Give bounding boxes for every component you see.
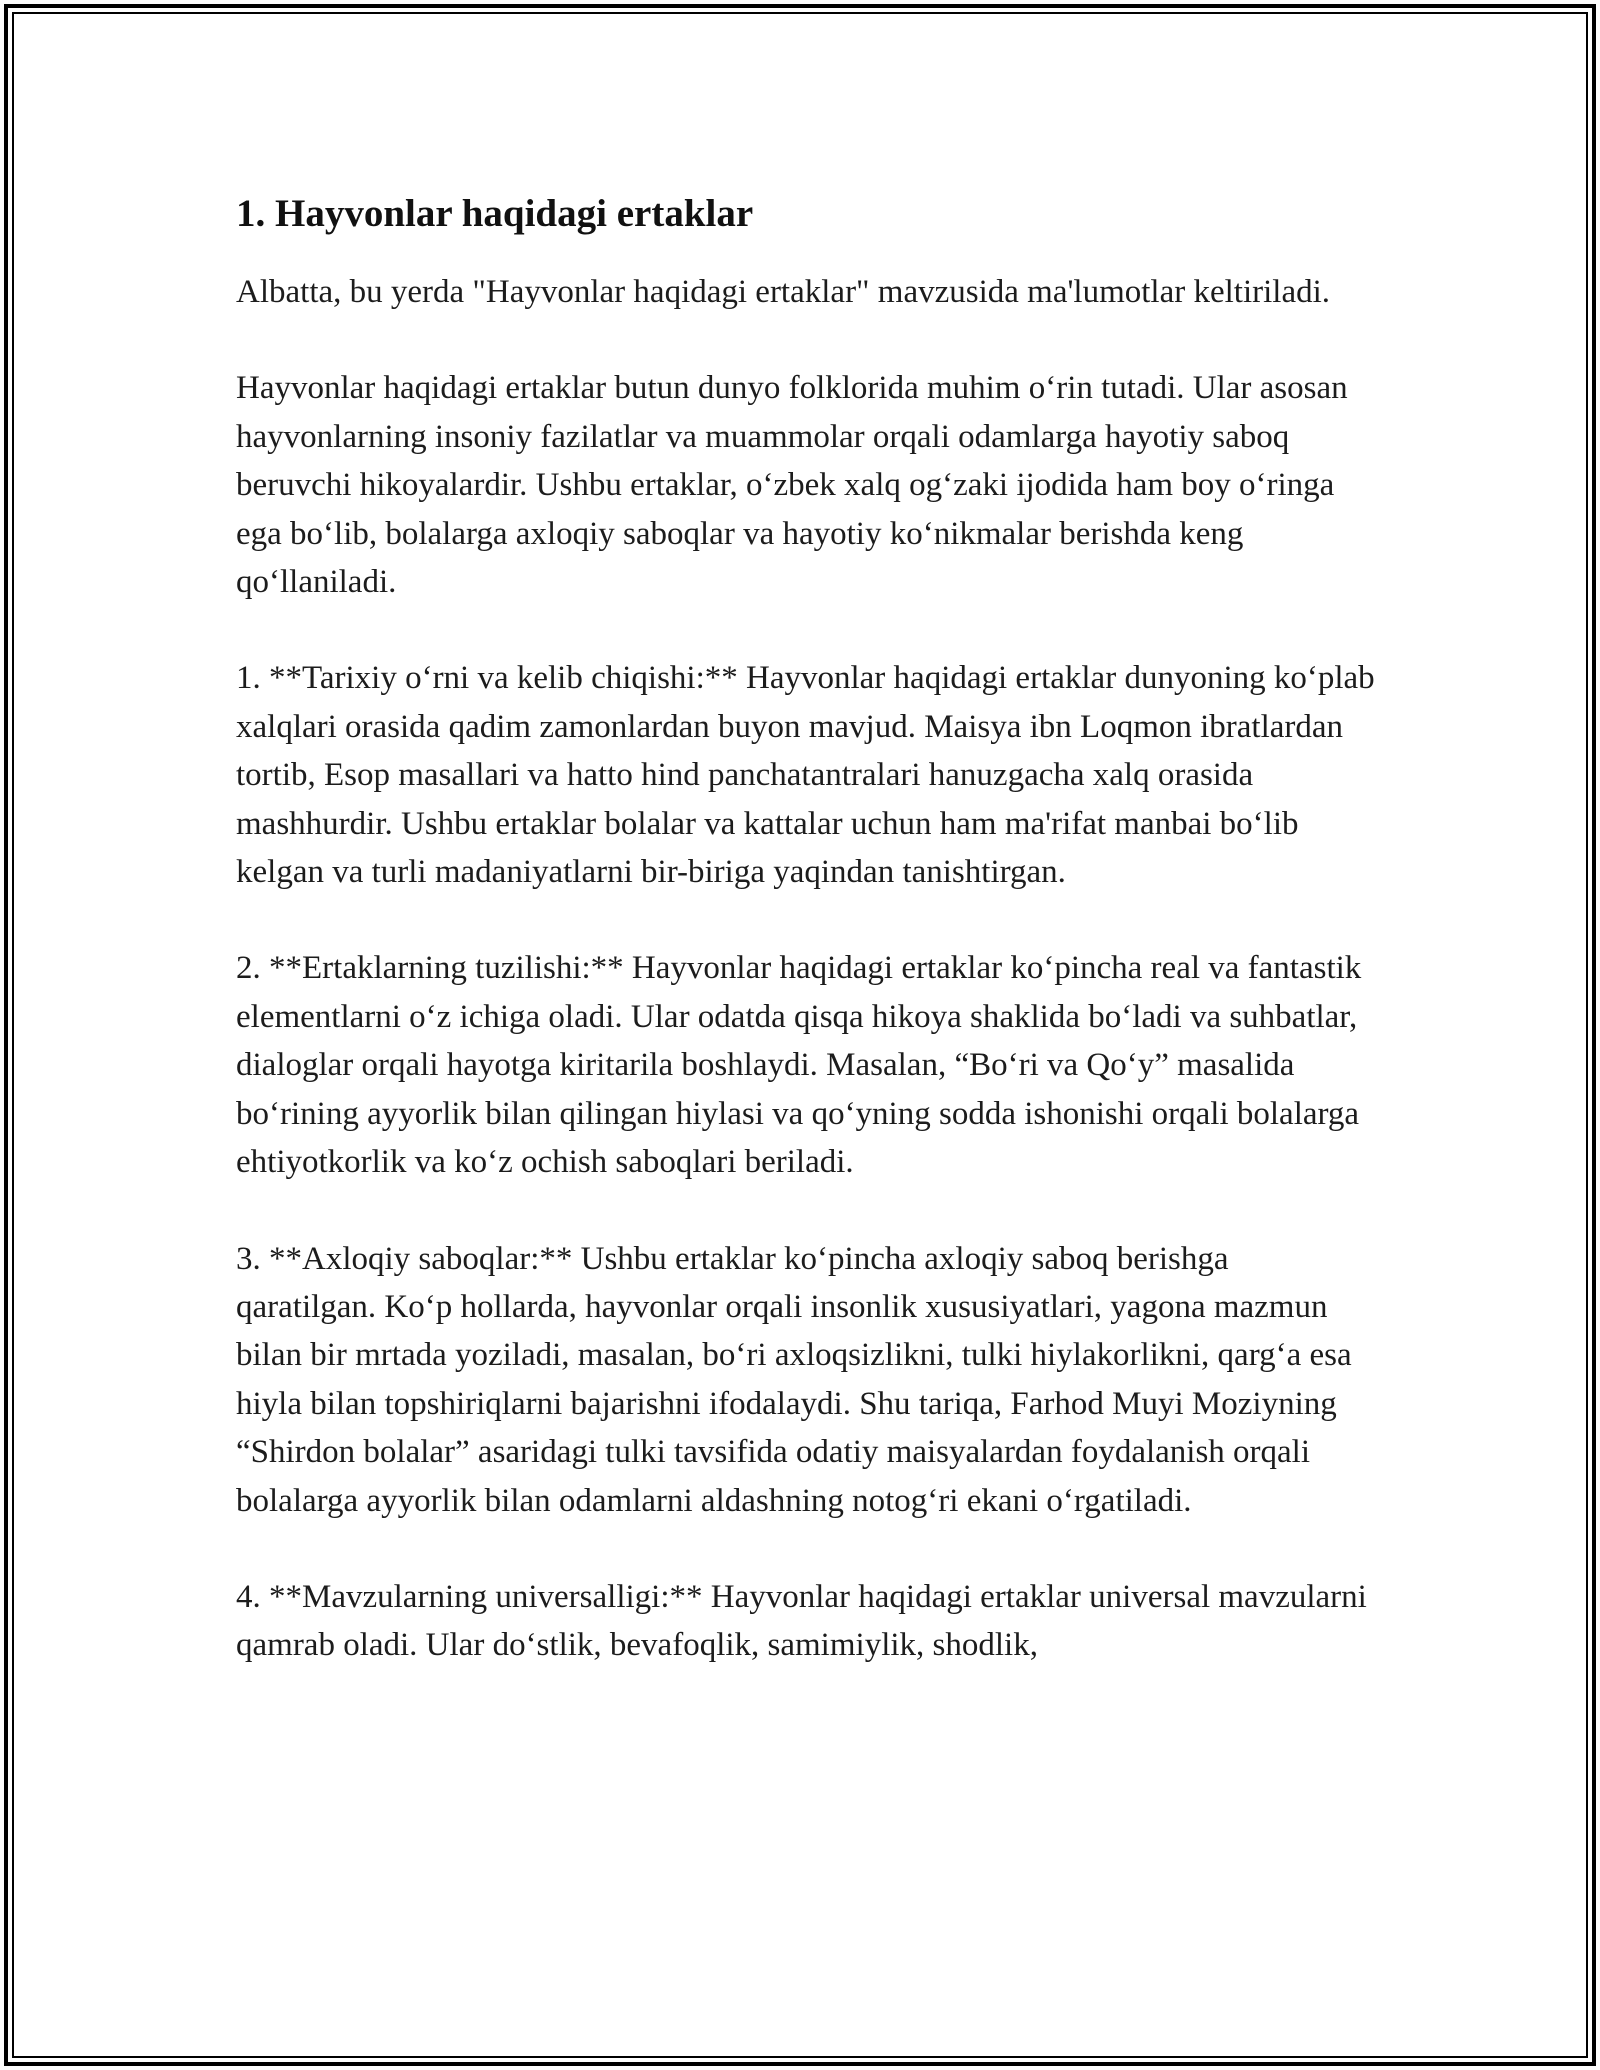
section-3-paragraph: 3. **Axloqiy saboqlar:** Ushbu ertaklar ko‘pincha axloqiy saboq berishga qaratilgan. Ko‘p hollarda, hayvonlar orqali insonlik xususiyatlari, yagona mazmun bilan bir mrtada yoziladi, masalan, bo‘ri axloqsizlikni, tulki hiylakorlikni, qarg‘a esa hiyla bilan topshiriqlarni bajarishni ifodalaydi. Shu tariqa, Farhod Muyi Moziyning “Shirdon bolalar” asaridagi tulki tavsifida odatiy maisyalardan foydalanish orqali bolalarga ayyorlik bilan odamlarni aldashning notog‘ri ekani o‘rgatiladi. <box>236 1240 1352 1519</box>
section-4-paragraph: 4. **Mavzularning universalligi:** Hayvonlar haqidagi ertaklar universal mavzularni qamrab oladi. Ular do‘stlik, bevafoqlik, samimiylik, shodlik, <box>236 1578 1367 1664</box>
document-title: 1. Hayvonlar haqidagi ertaklar <box>236 192 754 235</box>
intro-paragraph: Albatta, bu yerda "Hayvonlar haqidagi ertaklar" mavzusida ma'lumotlar keltiriladi. <box>236 274 1331 310</box>
section-2-paragraph: 2. **Ertaklarning tuzilishi:** Hayvonlar haqidagi ertaklar ko‘pincha real va fantastik elementlarni o‘z ichiga oladi. Ular odatda qisqa hikoya shaklida bo‘ladi va suhbatlar, dialoglar orqali hayotga kiritarila boshlaydi. Masalan, “Bo‘ri va Qo‘y” masalida bo‘rining ayyorlik bilan qilingan hiylasi va qo‘yning sodda ishonishi orqali bolalarga ehtiyotkorlik va ko‘z ochish saboqlari beriladi. <box>236 950 1362 1181</box>
overview-paragraph: Hayvonlar haqidagi ertaklar butun dunyo folklorida muhim o‘rin tutadi. Ular asosan hayvonlarning insoniy fazilatlar va muammolar orqali odamlarga hayotiy saboq beruvchi hikoyalardir. Ushbu ertaklar, o‘zbek xalq og‘zaki ijodida ham boy o‘ringa ega bo‘lib, bolalarga axloqiy saboqlar va hayotiy ko‘nikmalar berishda keng qo‘llaniladi. <box>236 370 1348 601</box>
document-body <box>236 186 1376 1718</box>
section-1-paragraph: 1. **Tarixiy o‘rni va kelib chiqishi:** Hayvonlar haqidagi ertaklar dunyoning ko‘plab xalqlari orasida qadim zamonlardan buyon mavjud. Maisya ibn Loqmon ibratlardan tortib, Esop masallari va hatto hind panchatantralari hanuzgacha xalq orasida mashhurdir. Ushbu ertaklar bolalar va kattalar uchun ham ma'rifat manbai bo‘lib kelgan va turli madaniyatlarni bir-biriga yaqindan tanishtirgan. <box>236 660 1375 891</box>
